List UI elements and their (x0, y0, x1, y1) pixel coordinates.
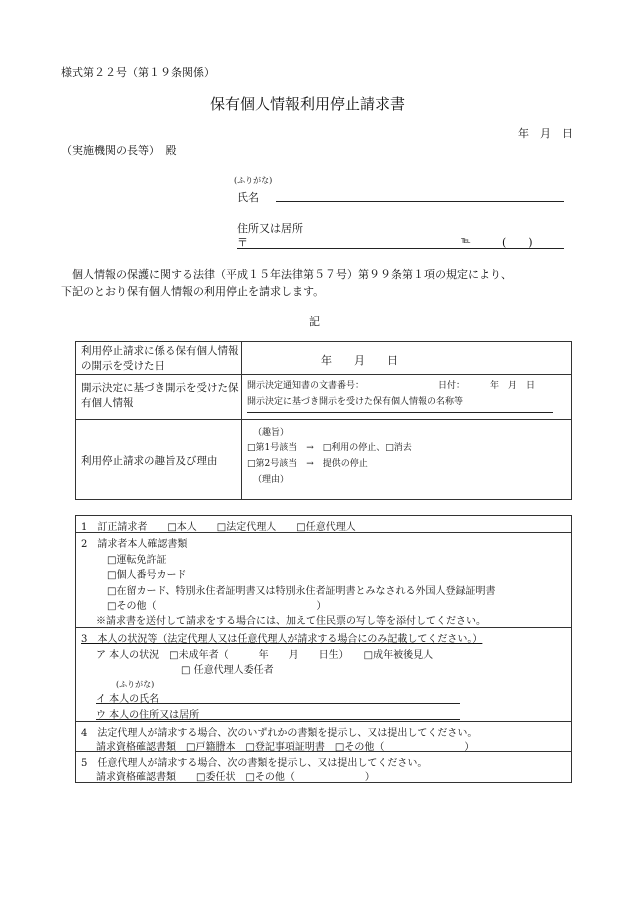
row2-info-line[interactable] (247, 412, 553, 413)
id-doc-mynumber[interactable]: □個人番号カード (107, 570, 187, 581)
section-4-title: 4 法定代理人が請求する場合、次のいずれかの書類を提示し、又は提出してください。 (81, 728, 478, 739)
furigana-label: (ふりがな) (234, 176, 273, 185)
id-doc-other[interactable]: □その他（ ） (107, 601, 327, 612)
date-field[interactable]: 年 月 日 (518, 127, 573, 140)
id-doc-license[interactable]: □運転免許証 (107, 555, 167, 566)
principal-name-line[interactable] (96, 703, 460, 704)
principal-address-line[interactable] (96, 719, 460, 720)
section-2-title: 2 請求者本人確認書類 (81, 539, 188, 550)
principal-furigana: (ふりがな) (116, 680, 155, 689)
section-5-title: 5 任意代理人が請求する場合、次の書類を提示し、又は提出してください。 (81, 758, 428, 769)
voluntary-agent-docs[interactable]: 請求資格確認書類 □委任状 □その他（ ） (96, 772, 375, 783)
postal-mark: 〒 (237, 236, 248, 249)
id-doc-residence-card[interactable]: □在留カード、特別永住者証明書又は特別永住者証明書とみなされる外国人登録証明書 (107, 586, 496, 597)
mail-note: ※請求書を送付して請求をする場合には、加えて住民票の写し等を添付してください。 (96, 616, 486, 627)
principal-status[interactable]: ア 本人の状況 □未成年者（ 年 月 日生） □成年被後見人 (96, 650, 434, 661)
intro-line-2: 下記のとおり保有個人情報の利用停止を請求します。 (61, 285, 325, 298)
principal-address-label: ウ 本人の住所又は居所 (96, 710, 200, 721)
legal-agent-docs[interactable]: 請求資格確認書類 □戸籍謄本 □登記事項証明書 □その他（ ） (96, 742, 475, 753)
row1-date[interactable]: 年 月 日 (321, 354, 398, 367)
form-number: 様式第２２号（第１９条関係） (61, 66, 215, 79)
row2-date-value[interactable]: 年 月 日 (490, 381, 536, 391)
principal-name-label: イ 本人の氏名 (96, 694, 160, 705)
addressee: （実施機関の長等） 殿 (61, 144, 177, 157)
row3-gist: （趣旨） (253, 428, 290, 438)
table-row-divider (75, 627, 572, 628)
address-label: 住所又は居所 (237, 222, 303, 235)
tel-paren: ( ) (502, 236, 533, 249)
row2-info-name: 開示決定に基づき開示を受けた保有個人情報の名称等 (247, 397, 464, 407)
section-1-requester[interactable]: 1 訂正請求者 □本人 □法定代理人 □任意代理人 (81, 522, 356, 533)
table-row-divider (75, 721, 572, 722)
name-label: 氏名 (237, 191, 259, 204)
row3-option-2[interactable]: □第2号該当 → 提供の停止 (247, 459, 368, 469)
row3-label: 利用停止請求の趣旨及び理由 (81, 455, 218, 467)
intro-line-1: 個人情報の保護に関する法律（平成１５年法律第５７号）第９９条第１項の規定により、 (72, 268, 512, 281)
row3-reason: （理由） (253, 475, 290, 485)
name-input-line[interactable] (276, 201, 564, 202)
page-title: 保有個人情報利用停止請求書 (210, 95, 406, 113)
tel-label: ℡ (461, 236, 471, 246)
row2-label: 開示決定に基づき開示を受けた保有個人情報 (81, 382, 239, 409)
principal-delegator[interactable]: □ 任意代理人委任者 (181, 665, 274, 676)
row2-doc-no: 開示決定通知書の文書番号： (247, 381, 365, 391)
table-row-divider (75, 419, 572, 420)
address-input-line[interactable] (237, 248, 564, 249)
row2-date-label: 日付： (438, 381, 466, 391)
row3-option-1[interactable]: □第1号該当 → □利用の停止、□消去 (247, 443, 412, 453)
ki-heading: 記 (309, 315, 320, 328)
table-row-divider (75, 374, 572, 375)
row1-label: 利用停止請求に係る保有個人情報の開示を受けた日 (81, 345, 239, 372)
table-divider (241, 341, 242, 500)
section-3-title: 3 本人の状況等（法定代理人又は任意代理人が請求する場合にのみ記載してください。） (81, 634, 483, 645)
